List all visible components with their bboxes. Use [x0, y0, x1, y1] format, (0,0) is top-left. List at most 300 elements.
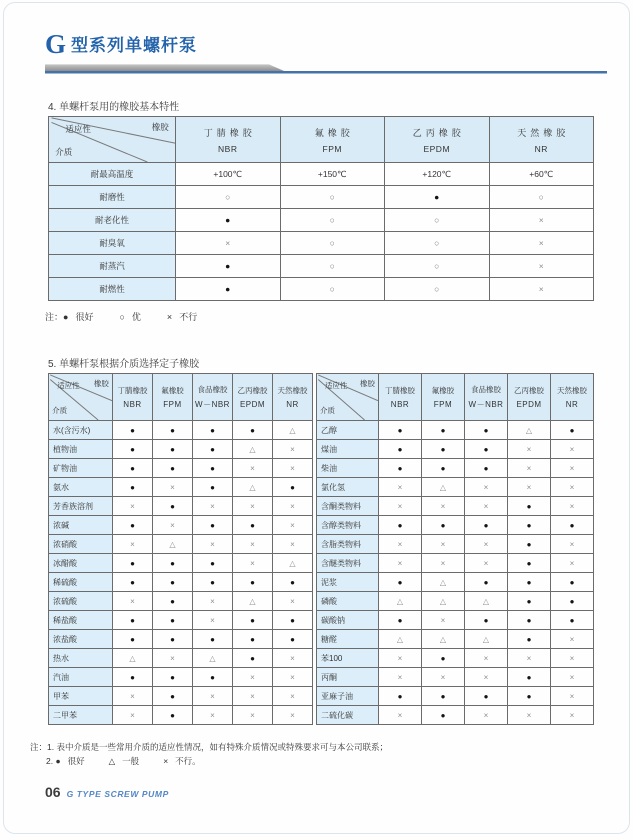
table-cell: ×	[508, 649, 551, 668]
row-label: 煤油	[317, 440, 379, 459]
table-cell: ×	[489, 232, 594, 255]
table-cell: ●	[465, 459, 508, 478]
table-cell: ●	[153, 554, 193, 573]
column-header-wnbr: 食品橡胶 W－NBR	[193, 374, 233, 421]
table-cell: ●	[193, 630, 233, 649]
table-cell: ●	[233, 516, 273, 535]
table-cell: ●	[153, 706, 193, 725]
table-cell: ×	[193, 592, 233, 611]
table-cell: ×	[379, 535, 422, 554]
corner-label-rubber: 橡胶	[359, 379, 375, 389]
column-header-wnbr: 食品橡胶 W－NBR	[465, 374, 508, 421]
row-label: 耐最高温度	[49, 163, 176, 186]
dot-symbol: ●	[63, 312, 69, 322]
table-cell: ●	[422, 516, 465, 535]
row-label: 二甲苯	[49, 706, 113, 725]
table-cell: ●	[379, 687, 422, 706]
table-cell: ○	[385, 209, 490, 232]
rubber-properties-body	[49, 163, 594, 301]
row-label: 汽油	[49, 668, 113, 687]
table-cell: ○	[280, 278, 385, 301]
table-cell: ○	[176, 186, 281, 209]
table-cell: △	[233, 478, 273, 497]
table-cell: ●	[153, 668, 193, 687]
table-cell: ●	[113, 573, 153, 592]
table-row	[317, 687, 594, 706]
row-label: 冰醋酸	[49, 554, 113, 573]
row-label: 芳香族溶剂	[49, 497, 113, 516]
corner-label-medium: 介质	[55, 146, 73, 157]
table-cell: ×	[551, 535, 594, 554]
table-cell: ×	[551, 706, 594, 725]
table-cell: ×	[153, 649, 193, 668]
table-row	[317, 478, 594, 497]
corner-label-suitability: 适应性	[57, 380, 80, 390]
table-cell: ●	[193, 554, 233, 573]
table-cell: ●	[465, 516, 508, 535]
table-cell: ○	[489, 186, 594, 209]
column-header-nbr: 丁腈橡胶 NBR	[176, 117, 281, 163]
section4-note: 注：● 很好 ○ 优 × 不行	[45, 312, 198, 322]
table-row	[49, 278, 594, 301]
media-table-right	[316, 373, 594, 725]
table-cell: ●	[551, 573, 594, 592]
table-cell: ●	[379, 516, 422, 535]
column-header-fpm: 氟橡胶 FPM	[280, 117, 385, 163]
table-cell: ×	[273, 668, 313, 687]
row-label: 柴油	[317, 459, 379, 478]
cross-symbol: ×	[163, 756, 169, 767]
table-cell: ●	[508, 592, 551, 611]
row-label: 浓碱	[49, 516, 113, 535]
table-cell: ●	[193, 440, 233, 459]
table-cell: ×	[422, 611, 465, 630]
table-cell: ×	[379, 668, 422, 687]
row-label: 稀硫酸	[49, 573, 113, 592]
table-row	[49, 649, 313, 668]
row-label: 含酮类物料	[317, 497, 379, 516]
table-cell: ×	[508, 459, 551, 478]
table-cell: ×	[465, 649, 508, 668]
column-header-epdm: 乙丙橡胶 EPDM	[385, 117, 490, 163]
table-row	[317, 421, 594, 440]
title-initial: G	[45, 29, 68, 59]
table-cell: ×	[113, 687, 153, 706]
row-label: 水(含污水)	[49, 421, 113, 440]
table-cell: ●	[113, 611, 153, 630]
corner-cell	[49, 374, 113, 421]
table-cell: ×	[508, 706, 551, 725]
table-cell: ×	[273, 497, 313, 516]
row-label: 含醇类物料	[317, 516, 379, 535]
table-cell: ●	[193, 668, 233, 687]
table-cell: ×	[273, 687, 313, 706]
row-label: 糖醛	[317, 630, 379, 649]
table-cell: △	[193, 649, 233, 668]
table-cell: ×	[379, 649, 422, 668]
table-row	[49, 232, 594, 255]
triangle-symbol: △	[108, 756, 116, 767]
table-cell: ●	[422, 687, 465, 706]
table-row	[49, 440, 313, 459]
table-cell: ×	[551, 554, 594, 573]
table-cell: ●	[422, 649, 465, 668]
table-cell: ●	[113, 630, 153, 649]
row-label: 丙酮	[317, 668, 379, 687]
table-cell: ×	[551, 440, 594, 459]
media-table-left	[48, 373, 313, 725]
table-cell: ●	[153, 630, 193, 649]
row-label: 甲苯	[49, 687, 113, 706]
table-row	[317, 630, 594, 649]
column-header-nr: 天然橡胶 NR	[273, 374, 313, 421]
table-cell: ×	[153, 516, 193, 535]
table-row	[317, 440, 594, 459]
table-cell: ×	[465, 497, 508, 516]
circle-symbol: ○	[119, 312, 125, 322]
table-cell: ×	[551, 649, 594, 668]
table-cell: ×	[465, 706, 508, 725]
table-cell: ●	[379, 440, 422, 459]
row-label: 含脂类物料	[317, 535, 379, 554]
table-cell: ×	[193, 497, 233, 516]
table-cell: ×	[193, 535, 233, 554]
table-cell: ×	[551, 630, 594, 649]
table-row	[49, 573, 313, 592]
table-cell: ●	[233, 630, 273, 649]
table-cell: ●	[508, 497, 551, 516]
table-cell: ●	[233, 421, 273, 440]
table-cell: ●	[422, 706, 465, 725]
column-header-nr: 天然橡胶 NR	[489, 117, 594, 163]
table-cell: ●	[422, 421, 465, 440]
page-header	[45, 28, 607, 75]
table-cell: ●	[508, 668, 551, 687]
table-cell: ●	[508, 573, 551, 592]
corner-cell	[49, 117, 176, 163]
gray-accent-bar	[45, 64, 285, 71]
table-cell: ●	[113, 516, 153, 535]
table-cell: ×	[379, 478, 422, 497]
corner-label-rubber: 橡胶	[151, 122, 169, 133]
page-title	[45, 28, 607, 60]
table-row	[317, 649, 594, 668]
table-cell: ×	[233, 706, 273, 725]
row-label: 耐臭氧	[49, 232, 176, 255]
table-cell: ×	[379, 497, 422, 516]
table-cell: △	[508, 421, 551, 440]
table-cell: ●	[153, 497, 193, 516]
table-cell: ●	[422, 459, 465, 478]
column-header-epdm: 乙丙橡胶 EPDM	[233, 374, 273, 421]
table-row	[317, 459, 594, 478]
table-cell: ●	[113, 459, 153, 478]
table-cell: ●	[465, 440, 508, 459]
title-text: 型系列单螺杆泵	[71, 36, 198, 55]
table-cell: △	[422, 478, 465, 497]
row-label: 浓盐酸	[49, 630, 113, 649]
table-cell: ×	[551, 497, 594, 516]
table-cell: ●	[379, 611, 422, 630]
row-label: 苯100	[317, 649, 379, 668]
table-cell: ×	[113, 535, 153, 554]
table-cell: ×	[551, 687, 594, 706]
media-table-left-header	[49, 374, 313, 421]
table-cell: ×	[176, 232, 281, 255]
table-cell: ×	[465, 535, 508, 554]
table-cell: △	[465, 630, 508, 649]
note-line-1: 注：1. 表中介质是一些常用介质的适应性情况，如有特殊介质情况或特殊要求可与本公司联系；	[30, 742, 388, 752]
table-cell: ●	[153, 687, 193, 706]
row-label: 耐燃性	[49, 278, 176, 301]
corner-label-rubber: 橡胶	[93, 379, 109, 389]
table-cell: ●	[508, 611, 551, 630]
table-cell: ○	[280, 186, 385, 209]
table-cell: ×	[465, 554, 508, 573]
table-row	[317, 611, 594, 630]
table-cell: ●	[193, 516, 233, 535]
table-cell: ●	[153, 611, 193, 630]
table-row	[49, 592, 313, 611]
table-row	[49, 516, 313, 535]
row-label: 泥浆	[317, 573, 379, 592]
table-cell: ●	[193, 459, 233, 478]
cross-symbol: ×	[166, 312, 173, 322]
table-cell: ●	[233, 573, 273, 592]
table-cell: ×	[508, 478, 551, 497]
table-cell: ×	[551, 478, 594, 497]
table-cell: ○	[280, 232, 385, 255]
table-row	[317, 535, 594, 554]
column-header-fpm: 氟橡胶 FPM	[153, 374, 193, 421]
table-row	[49, 554, 313, 573]
table-cell: ●	[551, 592, 594, 611]
section4-heading: 4. 单螺杆泵用的橡胶基本特性	[48, 102, 180, 113]
table-cell: ×	[551, 668, 594, 687]
table-row	[49, 478, 313, 497]
table-cell: ●	[508, 687, 551, 706]
row-label: 耐磨性	[49, 186, 176, 209]
table-cell: ●	[508, 630, 551, 649]
column-header-nbr: 丁腈橡胶 NBR	[113, 374, 153, 421]
table-cell: ●	[508, 516, 551, 535]
table-row	[49, 421, 313, 440]
table-cell: ×	[273, 706, 313, 725]
row-label: 浓硝酸	[49, 535, 113, 554]
table-cell: ○	[385, 232, 490, 255]
table-cell: +120℃	[385, 163, 490, 186]
table-cell: ●	[273, 573, 313, 592]
stator-rubber-selection-tables	[48, 373, 594, 725]
table-cell: △	[422, 630, 465, 649]
table-cell: ×	[153, 478, 193, 497]
table-cell: ×	[489, 278, 594, 301]
table-cell: △	[465, 592, 508, 611]
table-cell: +100℃	[176, 163, 281, 186]
table-cell: ×	[233, 535, 273, 554]
note-prefix: 注：	[45, 312, 64, 322]
table-cell: ●	[193, 478, 233, 497]
corner-label-medium: 介质	[52, 405, 68, 415]
table-cell: ●	[379, 459, 422, 478]
table-cell: ×	[273, 516, 313, 535]
table-cell: △	[113, 649, 153, 668]
table-cell: ●	[273, 630, 313, 649]
row-label: 稀盐酸	[49, 611, 113, 630]
table-cell: ●	[153, 421, 193, 440]
table-row	[49, 630, 313, 649]
row-label: 含醚类物料	[317, 554, 379, 573]
table-row	[49, 186, 594, 209]
table-cell: ×	[233, 668, 273, 687]
table-cell: ×	[422, 554, 465, 573]
table-cell: ●	[551, 611, 594, 630]
table-row	[49, 611, 313, 630]
table-cell: ○	[280, 209, 385, 232]
page-footer	[45, 784, 169, 800]
table-cell: ×	[273, 649, 313, 668]
title-underline	[45, 63, 607, 75]
row-label: 亚麻子油	[317, 687, 379, 706]
table-cell: ●	[113, 440, 153, 459]
column-header-epdm: 乙丙橡胶 EPDM	[508, 374, 551, 421]
table-row	[49, 163, 594, 186]
row-label: 耐蒸汽	[49, 255, 176, 278]
row-label: 二硫化碳	[317, 706, 379, 725]
media-table-right-body	[317, 421, 594, 725]
column-header-fpm: 氟橡胶 FPM	[422, 374, 465, 421]
section5-notes	[30, 740, 388, 769]
table-cell: ●	[385, 186, 490, 209]
table-cell: ×	[465, 668, 508, 687]
table-cell: ●	[176, 209, 281, 232]
table-cell: ●	[379, 573, 422, 592]
row-label: 耐老化性	[49, 209, 176, 232]
table-row	[49, 497, 313, 516]
rubber-properties-header	[49, 117, 594, 163]
table-cell: ●	[176, 255, 281, 278]
table-cell: ●	[508, 554, 551, 573]
table-cell: △	[233, 440, 273, 459]
table-cell: ●	[113, 554, 153, 573]
table-cell: △	[153, 535, 193, 554]
table-row	[317, 706, 594, 725]
table-row	[49, 255, 594, 278]
table-cell: ●	[508, 535, 551, 554]
table-row	[317, 668, 594, 687]
table-cell: ●	[551, 421, 594, 440]
table-cell: ●	[153, 573, 193, 592]
table-cell: ×	[273, 535, 313, 554]
corner-cell	[317, 374, 379, 421]
row-label: 磷酸	[317, 592, 379, 611]
row-label: 碳酸钠	[317, 611, 379, 630]
table-cell: △	[273, 554, 313, 573]
footer-brand-text: G TYPE SCREW PUMP	[66, 789, 169, 799]
table-cell: ●	[233, 611, 273, 630]
table-cell: △	[273, 421, 313, 440]
table-cell: ×	[508, 440, 551, 459]
table-cell: ×	[113, 706, 153, 725]
table-cell: ×	[379, 554, 422, 573]
table-cell: ○	[385, 278, 490, 301]
table-cell: ●	[153, 592, 193, 611]
column-header-nbr: 丁腈橡胶 NBR	[379, 374, 422, 421]
table-cell: ●	[193, 573, 233, 592]
table-cell: ×	[273, 440, 313, 459]
corner-label-suitability: 适应性	[65, 123, 91, 134]
table-cell: ×	[551, 459, 594, 478]
table-cell: ●	[465, 687, 508, 706]
row-label: 热水	[49, 649, 113, 668]
table-cell: ×	[193, 687, 233, 706]
table-cell: ●	[153, 459, 193, 478]
table-cell: ×	[489, 255, 594, 278]
table-cell: ×	[233, 459, 273, 478]
table-cell: ●	[113, 478, 153, 497]
table-cell: ●	[176, 278, 281, 301]
row-label: 浓硫酸	[49, 592, 113, 611]
table-cell: △	[233, 592, 273, 611]
corner-label-suitability: 适应性	[324, 380, 348, 390]
corner-label-medium: 介质	[320, 405, 336, 415]
table-cell: ×	[193, 706, 233, 725]
blue-rule	[45, 71, 607, 73]
table-row	[49, 687, 313, 706]
table-cell: ●	[465, 573, 508, 592]
table-row	[49, 459, 313, 478]
row-label: 植物油	[49, 440, 113, 459]
table-row	[317, 592, 594, 611]
table-cell: ×	[379, 706, 422, 725]
table-cell: ●	[551, 516, 594, 535]
media-table-right-header	[317, 374, 594, 421]
table-cell: ×	[489, 209, 594, 232]
section5-heading: 5. 单螺杆泵根据介质选择定子橡胶	[48, 359, 200, 370]
table-cell: ×	[113, 497, 153, 516]
note-line-2: 2. ● 很好 △ 一般 × 不行。	[46, 756, 201, 767]
table-cell: ●	[465, 611, 508, 630]
table-row	[49, 535, 313, 554]
table-cell: ×	[422, 497, 465, 516]
table-cell: ×	[273, 459, 313, 478]
table-cell: ×	[422, 535, 465, 554]
table-cell: +150℃	[280, 163, 385, 186]
rubber-properties-table	[48, 116, 594, 301]
table-cell: ●	[113, 421, 153, 440]
table-cell: ●	[193, 421, 233, 440]
table-cell: ●	[379, 421, 422, 440]
table-cell: ×	[273, 592, 313, 611]
table-cell: △	[422, 592, 465, 611]
row-label: 氨水	[49, 478, 113, 497]
table-row	[49, 668, 313, 687]
table-cell: ●	[273, 478, 313, 497]
column-header-nr: 天然橡胶 NR	[551, 374, 594, 421]
table-cell: ×	[233, 554, 273, 573]
table-cell: ○	[280, 255, 385, 278]
table-cell: ○	[385, 255, 490, 278]
table-cell: ×	[113, 592, 153, 611]
table-cell: ×	[233, 497, 273, 516]
table-cell: ●	[113, 668, 153, 687]
table-cell: ●	[273, 611, 313, 630]
row-label: 乙醇	[317, 421, 379, 440]
table-cell: △	[379, 630, 422, 649]
table-cell: ●	[153, 440, 193, 459]
row-label: 氯化氢	[317, 478, 379, 497]
dot-symbol: ●	[55, 756, 61, 767]
